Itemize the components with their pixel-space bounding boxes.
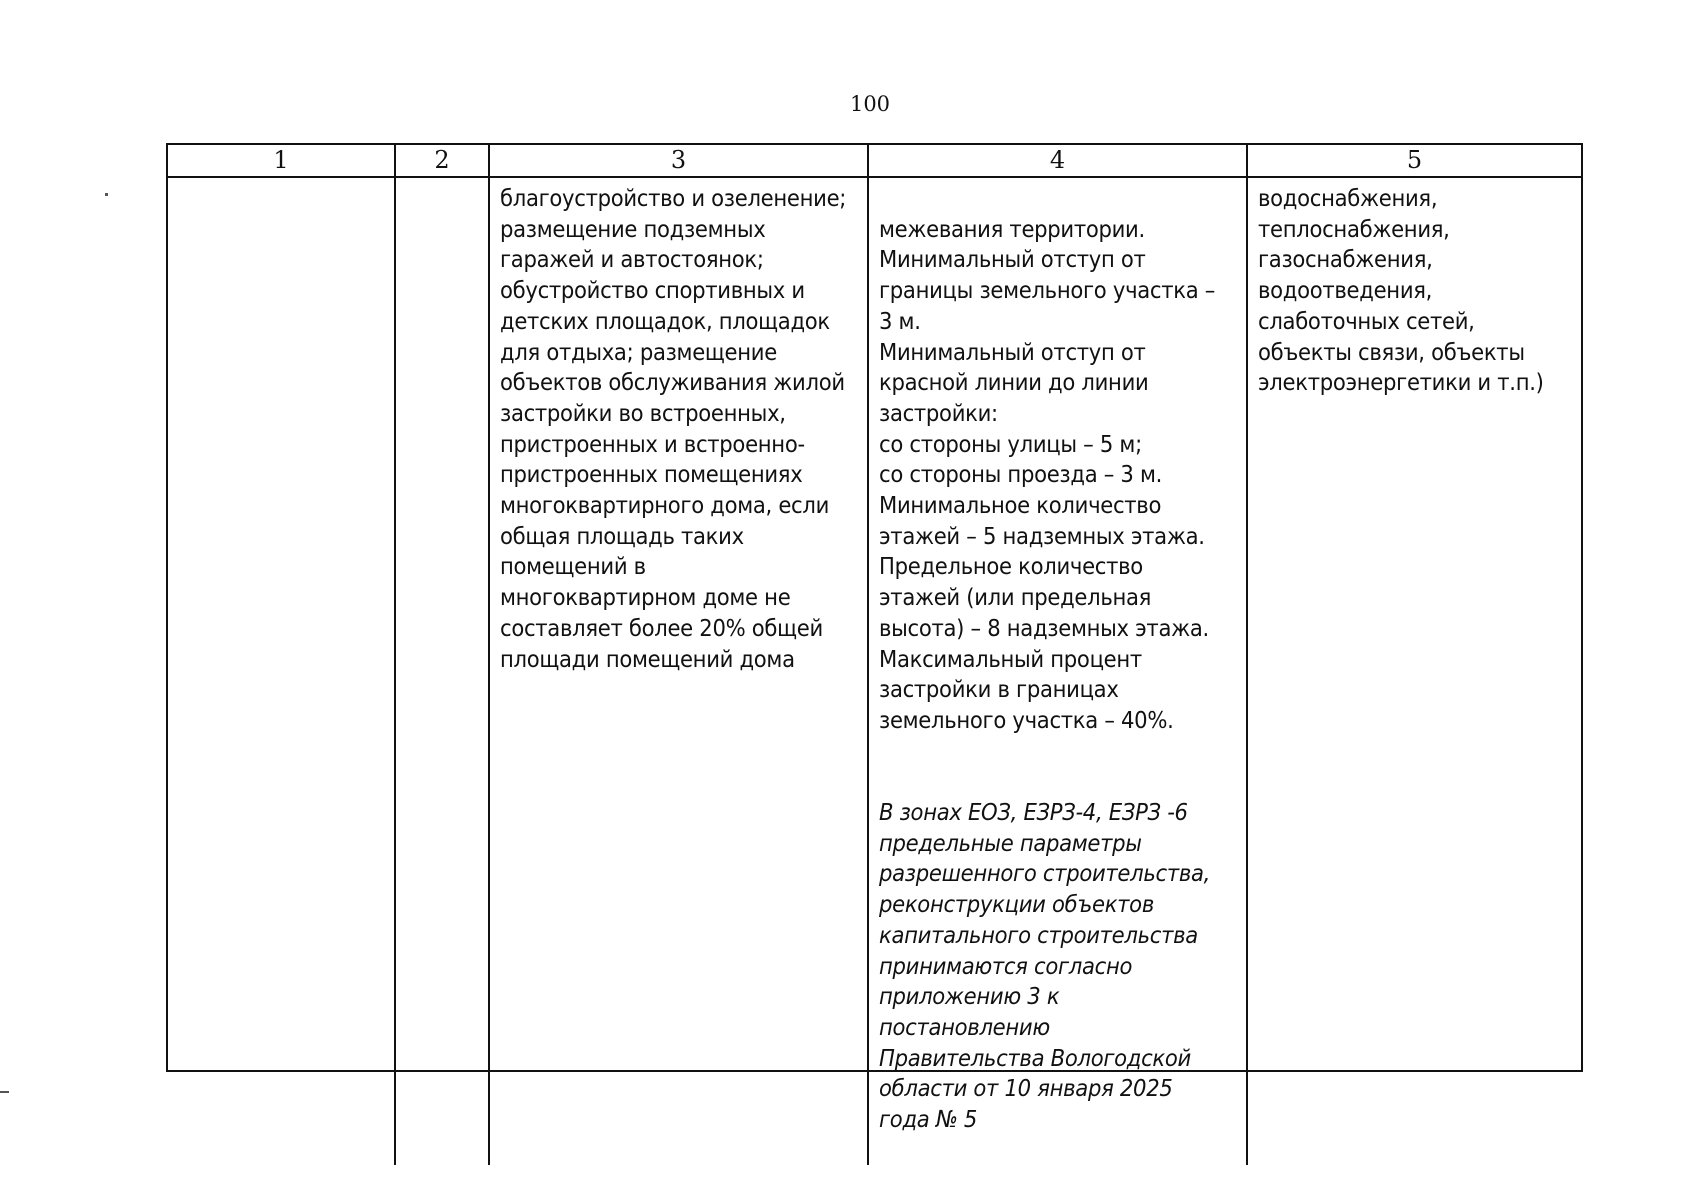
scan-mark [0,1091,9,1093]
scan-mark [105,193,108,196]
cell-col-1 [168,178,396,1165]
column-header-3: 3 [490,145,869,178]
cell-col-3-permitted-uses: благоустройство и озеленение; размещение подземных гаражей и автостоянок; обустройство спортивных и детских площадок, площадок для отдыха; размещение объектов обслуживания жилой застройки во встроенных, пристроенных и встроенно- пристроенных помещениях многоквартирного дома, если общая площадь таких помещений в многоквартирном доме не составляет более 20% общей площади помещений дома [490,178,869,1165]
page-number: 100 [849,92,891,116]
parameters-text: межевания территории. Минимальный отступ от границы земельного участка – 3 м. Минимальный отступ от красной линии до линии застройки: со стороны улицы – 5 м; со стороны проезда – 3 м. Минимальное количество этажей – 5 надземных этажа. Предельное количество этажей (или предельная высота) – 8 надземных этажа. Максимальный процент застройки в границах земельного участка – 40%. [879,214,1216,734]
column-header-5: 5 [1248,145,1581,178]
cell-col-2 [396,178,490,1165]
cell-col-5-networks: водоснабжения, теплоснабжения, газоснабжения, водоотведения, слаботочных сетей, объекты связи, объекты электроэнергетики и т.п.) [1258,184,1544,397]
column-header-4: 4 [869,145,1248,178]
zones-note: В зонах ЕОЗ, ЕЗРЗ-4, ЕЗРЗ -6 предельные параметры разрешенного строительства, реконструкции объектов капитального строительства принимаются согласно приложению 3 к постановлению Правительства Вологодской области от 10 января 2025 года № 5 [879,798,1211,1134]
column-header-1: 1 [168,145,396,178]
column-header-2: 2 [396,145,490,178]
cell-col-4-parameters [869,178,1248,1165]
regulations-table [166,143,1583,1134]
